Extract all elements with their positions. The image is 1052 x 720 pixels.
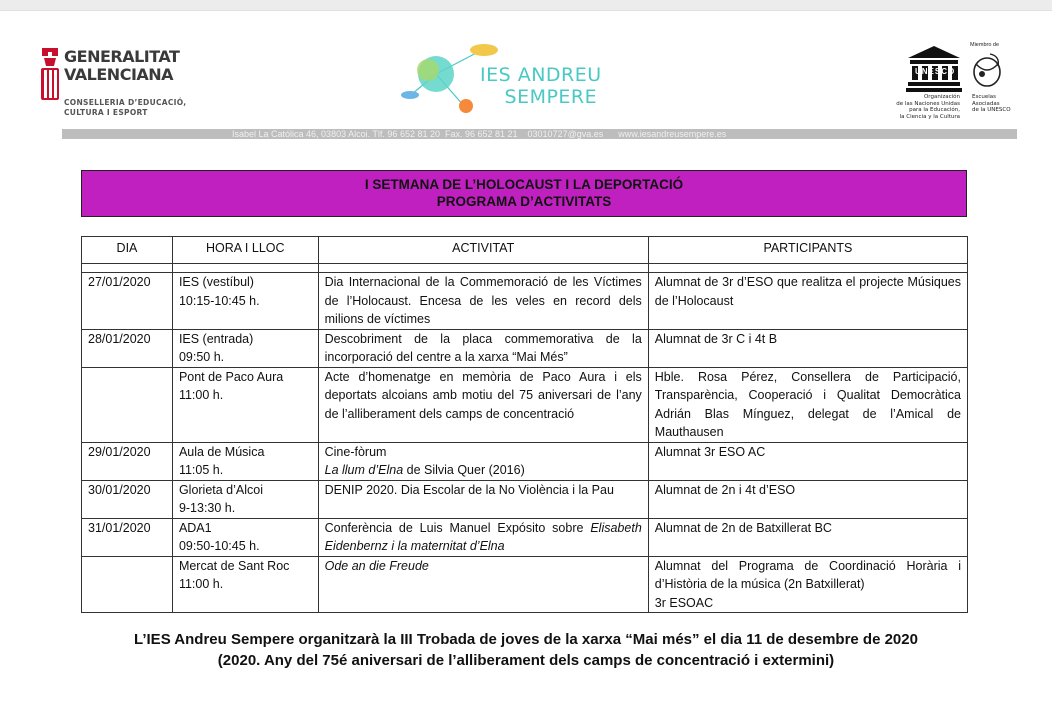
cell-lloc: Pont de Paco Aura [178, 369, 284, 384]
ies-name: IES ANDREU SEMPERE [480, 64, 602, 108]
table-row [82, 367, 968, 442]
cell-activitat: Descobriment de la placa commemorativa de la incorporació del centre a la xarxa “Mai Més” [318, 329, 648, 367]
generalitat-title: GENERALITAT VALENCIANA [64, 47, 180, 84]
program-subtitle: PROGRAMA D’ACTIVITATS [436, 194, 612, 209]
cell-participants: Alumnat de 3r C i 4t B [648, 329, 967, 367]
cell-dia: 29/01/2020 [82, 442, 173, 480]
generalitat-shield-icon [38, 46, 62, 104]
cell-lloc: IES (entrada) [178, 331, 254, 346]
activitat-italic: Ode an die Freude [324, 558, 429, 573]
table-header-row [82, 237, 968, 264]
cell-hora: 10:15-10:45 h. [178, 293, 260, 308]
cell-activitat [318, 442, 648, 480]
film-credit: de Silvia Quer (2016) [403, 463, 525, 477]
unesco-schools-text: Escuelas Asociadas de la UNESCO [972, 94, 1011, 113]
table-row [82, 442, 968, 480]
program-title: I SETMANA DE L’HOLOCAUST I LA DEPORTACIÓ [364, 177, 684, 192]
cell-participants: Alumnat de 3r d’ESO que realitza el projecte Músiques de l’Holocaust [648, 273, 967, 330]
table-row [82, 556, 968, 613]
cell-lloc: ADA1 [178, 520, 212, 535]
program-table [81, 236, 968, 613]
program-title-box [81, 170, 967, 217]
cell-lloc: Aula de Música [178, 444, 265, 459]
participants-line: 3r ESOAC [654, 595, 714, 610]
cell-lloc: Glorieta d’Alcoi [178, 482, 264, 497]
cell-participants: Alumnat de 2n i 4t d’ESO [648, 480, 967, 518]
cell-dia: 28/01/2020 [82, 329, 173, 367]
activitat-film-line [325, 461, 642, 480]
activitat-line: Cine-fòrum [324, 444, 387, 459]
window-top-bar [0, 0, 1052, 11]
cell-hora-lloc [172, 556, 318, 613]
column-header-hora-lloc: HORA I LLOC [172, 237, 318, 264]
cell-hora: 11:00 h. [178, 388, 224, 402]
address-text: Isabel La Católica 46, 03803 Alcoi. Tlf. 96 652 81 20 Fax. 96 652 81 21 03010727@gva.es www.iesandreusempere.es [232, 129, 727, 139]
table-row [82, 480, 968, 518]
cell-activitat: Dia Internacional de la Commemoració de les Víctimes de l’Holocaust. Encesa de les veles en record dels milions de víctimes [318, 273, 648, 330]
cell-activitat: Acte d’homenatge en memòria de Paco Aura i els deportats alcoians amb motiu del 75 aniversari de l’any de l’alliberament dels camps de concentració [318, 367, 648, 442]
table-row [82, 518, 968, 556]
column-header-participants: PARTICIPANTS [648, 237, 967, 264]
cell-activitat [318, 518, 648, 556]
cell-hora: 11:05 h. [178, 463, 224, 477]
cell-hora-lloc [172, 273, 318, 330]
cell-hora-lloc [172, 367, 318, 442]
column-header-dia: DIA [82, 237, 173, 264]
cell-participants: Alumnat 3r ESO AC [648, 442, 967, 480]
cell-hora-lloc [172, 480, 318, 518]
film-title: La llum d’Elna [324, 463, 404, 477]
table-row [82, 329, 968, 367]
cell-hora: 9-13:30 h. [178, 501, 236, 515]
table-row [82, 273, 968, 330]
unesco-label: UNESCO [915, 67, 956, 76]
unesco-organization-text: Organización de las Naciones Unidas para la Educación, la Ciencia y la Cultura [896, 94, 960, 120]
unesco-logo [890, 40, 1020, 126]
generalitat-logo [38, 42, 188, 124]
cell-hora: 09:50 h. [178, 350, 225, 364]
conference-title: Elisabeth Eidenbernz i la maternitat d’Elna [324, 520, 642, 553]
footer-note [0, 629, 1052, 671]
cell-hora: 11:00 h. [178, 577, 224, 591]
cell-dia [82, 556, 173, 613]
footer-line: (2020. Any del 75é aniversari de l’alliberament dels camps de concentració i extermini) [217, 652, 835, 669]
cell-dia: 31/01/2020 [82, 518, 173, 556]
cell-activitat: DENIP 2020. Dia Escolar de la No Violència i la Pau [318, 480, 648, 518]
cell-activitat [318, 556, 648, 613]
cell-lloc: Mercat de Sant Roc [178, 558, 290, 573]
cell-hora-lloc [172, 329, 318, 367]
footer-line: L’IES Andreu Sempere organitzarà la III Trobada de joves de la xarxa “Mai més” el dia 11 de desembre de 2020 [134, 631, 918, 648]
cell-dia: 30/01/2020 [82, 480, 173, 518]
cell-hora-lloc [172, 518, 318, 556]
unesco-member-label: Miembro de [970, 42, 1000, 48]
cell-dia [82, 367, 173, 442]
column-header-activitat: ACTIVITAT [318, 237, 648, 264]
cell-dia: 27/01/2020 [82, 273, 173, 330]
cell-participants [648, 556, 967, 613]
unesco-schools-icon [970, 50, 1004, 90]
cell-hora: 09:50-10:45 h. [178, 539, 260, 553]
ies-logo [398, 40, 638, 120]
participants-line: Alumnat del Programa de Coordinació Horària i d’Història de la música (2n Batxillerat) [654, 558, 961, 591]
cell-hora-lloc [172, 442, 318, 480]
table-spacer-row [82, 264, 968, 273]
cell-participants: Hble. Rosa Pérez, Consellera de Participació, Transparència, Cooperació i Qualitat Democràtica Adrián Blas Mínguez, delegat de l’Amical de Mauthausen [648, 367, 967, 442]
cell-participants: Alumnat de 2n de Batxillerat BC [648, 518, 967, 556]
conselleria-subtitle: CONSELLERIA D’EDUCACIÓ, CULTURA I ESPORT [64, 98, 187, 117]
cell-lloc: IES (vestíbul) [178, 275, 254, 289]
activitat-text: Conferència de Luis Manuel Expósito sobre [324, 520, 591, 535]
